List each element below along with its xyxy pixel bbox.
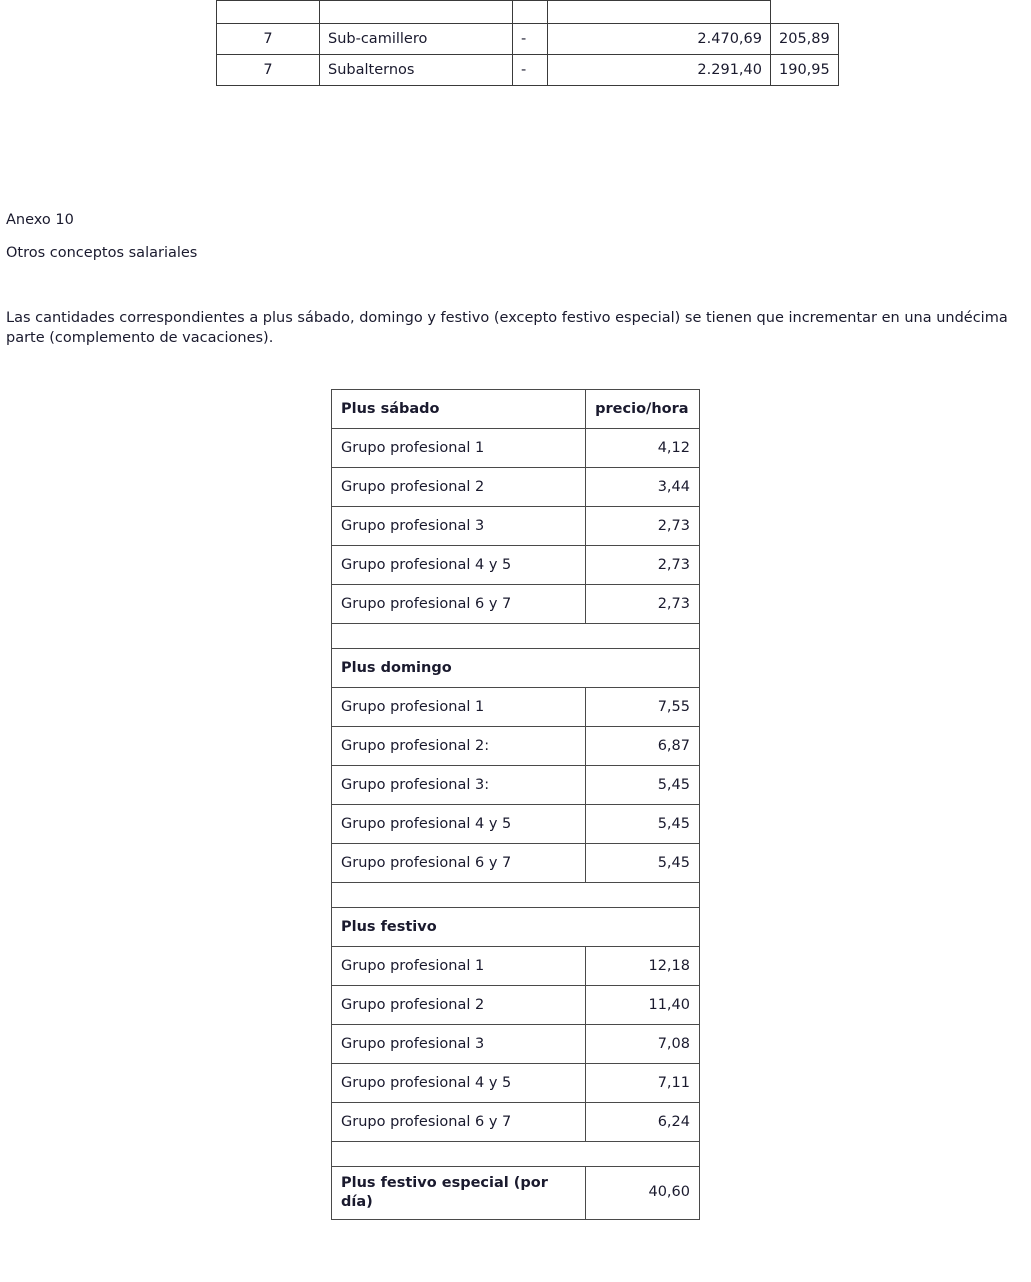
group-label: Grupo profesional 2 <box>332 986 586 1025</box>
table-row <box>332 986 700 1025</box>
plus-rates-table <box>331 389 700 1220</box>
table-row-empty <box>217 1 839 24</box>
table-row <box>332 947 700 986</box>
amount2-cell: 190,95 <box>771 55 839 86</box>
table-row <box>332 429 700 468</box>
spacer-cell <box>332 1142 700 1167</box>
section-subtitle: Otros conceptos salariales <box>6 245 198 261</box>
group-label: Grupo profesional 6 y 7 <box>332 1103 586 1142</box>
group-label: Grupo profesional 1 <box>332 688 586 727</box>
table-row <box>332 1103 700 1142</box>
rate-value: 7,55 <box>586 688 700 727</box>
group-label: Grupo profesional 3 <box>332 1025 586 1064</box>
table-header-row <box>332 649 700 688</box>
group-label: Grupo profesional 2: <box>332 727 586 766</box>
rate-value: 6,87 <box>586 727 700 766</box>
rate-value: 5,45 <box>586 766 700 805</box>
spacer-row <box>332 883 700 908</box>
rate-value: 2,73 <box>586 546 700 585</box>
rate-value: 5,45 <box>586 805 700 844</box>
salary-continuation-table-wrapper <box>216 0 839 86</box>
saturday-title: Plus sábado <box>332 390 586 429</box>
amount-cell: 2.470,69 <box>548 24 771 55</box>
rate-value: 7,08 <box>586 1025 700 1064</box>
group-label: Grupo profesional 1 <box>332 429 586 468</box>
group-label: Grupo profesional 3 <box>332 507 586 546</box>
table-row <box>332 727 700 766</box>
empty-cell <box>513 1 548 24</box>
sunday-title: Plus domingo <box>332 649 700 688</box>
group-cell: 7 <box>217 24 320 55</box>
table-row <box>332 805 700 844</box>
table-row <box>332 1167 700 1220</box>
table-row <box>332 766 700 805</box>
group-label: Grupo profesional 6 y 7 <box>332 844 586 883</box>
table-row <box>332 585 700 624</box>
table-row <box>332 507 700 546</box>
group-label: Grupo profesional 6 y 7 <box>332 585 586 624</box>
empty-cell <box>771 1 839 24</box>
spacer-cell <box>332 883 700 908</box>
group-label: Grupo profesional 4 y 5 <box>332 1064 586 1103</box>
table-row <box>217 24 839 55</box>
group-label: Grupo profesional 3: <box>332 766 586 805</box>
dash-cell: - <box>513 24 548 55</box>
table-header-row <box>332 390 700 429</box>
group-label: Grupo profesional 1 <box>332 947 586 986</box>
intro-paragraph: Las cantidades correspondientes a plus sábado, domingo y festivo (excepto festivo especial) se tienen que incrementar en una undécima parte (complemento de vacaciones). <box>6 310 1008 346</box>
rate-value: 2,73 <box>586 507 700 546</box>
empty-cell <box>217 1 320 24</box>
empty-cell <box>548 1 771 24</box>
rate-value: 7,11 <box>586 1064 700 1103</box>
spacer-row <box>332 1142 700 1167</box>
rate-value: 5,45 <box>586 844 700 883</box>
rate-value: 6,24 <box>586 1103 700 1142</box>
holiday-title: Plus festivo <box>332 908 700 947</box>
spacer-cell <box>332 624 700 649</box>
table-row <box>332 688 700 727</box>
group-label: Grupo profesional 4 y 5 <box>332 805 586 844</box>
rate-value: 2,73 <box>586 585 700 624</box>
table-row <box>332 1025 700 1064</box>
table-row <box>332 468 700 507</box>
dash-cell: - <box>513 55 548 86</box>
rate-value: 4,12 <box>586 429 700 468</box>
rate-value: 11,40 <box>586 986 700 1025</box>
unit-header: precio/hora <box>586 390 700 429</box>
salary-continuation-table <box>216 0 839 86</box>
annex-label: Anexo 10 <box>6 212 74 228</box>
table-row <box>332 546 700 585</box>
plus-tables-wrapper <box>331 389 700 1220</box>
name-cell: Sub-camillero <box>320 24 513 55</box>
group-label: Grupo profesional 4 y 5 <box>332 546 586 585</box>
rate-value: 12,18 <box>586 947 700 986</box>
rate-value: 3,44 <box>586 468 700 507</box>
amount2-cell: 205,89 <box>771 24 839 55</box>
special-holiday-title: Plus festivo especial (por día) <box>332 1167 586 1220</box>
table-header-row <box>332 908 700 947</box>
table-row <box>217 55 839 86</box>
group-cell: 7 <box>217 55 320 86</box>
name-cell: Subalternos <box>320 55 513 86</box>
spacer-row <box>332 624 700 649</box>
table-row <box>332 844 700 883</box>
amount-cell: 2.291,40 <box>548 55 771 86</box>
special-holiday-value: 40,60 <box>586 1167 700 1220</box>
table-row <box>332 1064 700 1103</box>
empty-cell <box>320 1 513 24</box>
group-label: Grupo profesional 2 <box>332 468 586 507</box>
